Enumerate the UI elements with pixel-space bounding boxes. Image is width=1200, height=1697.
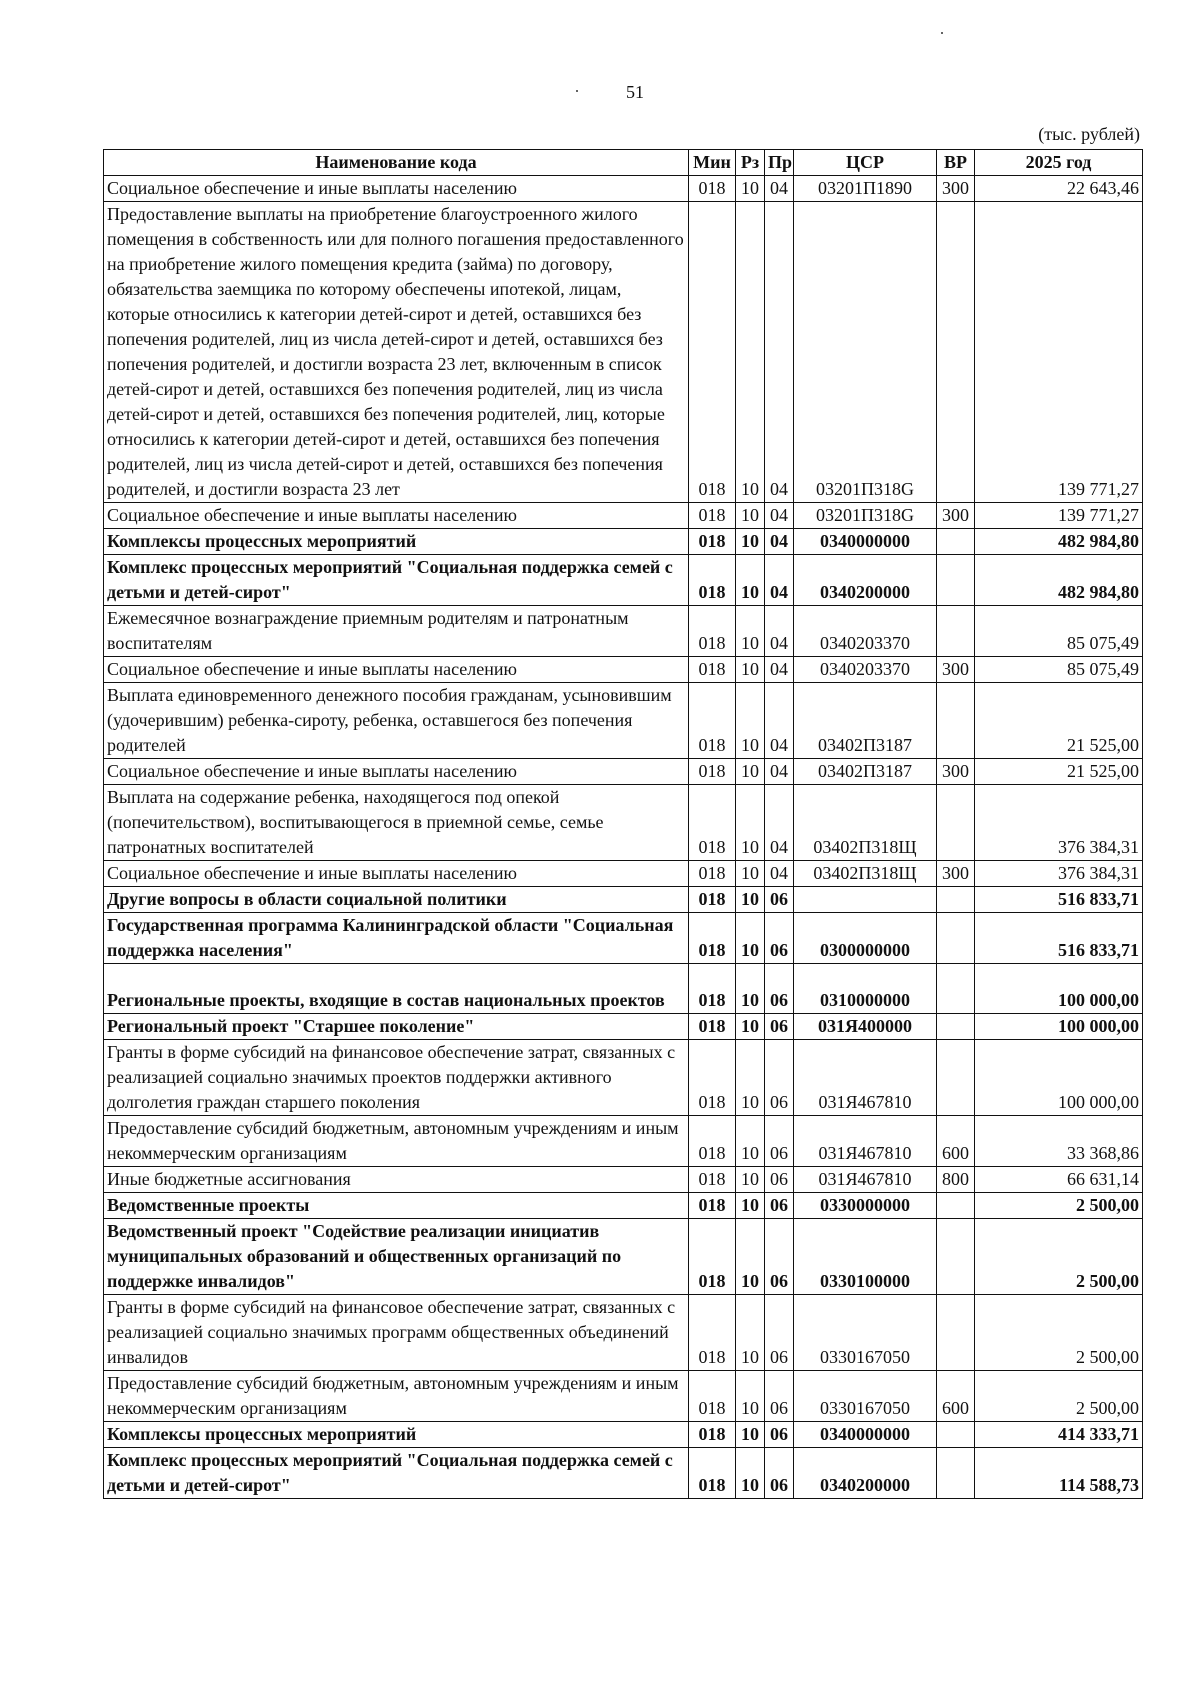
header-pr: Пр xyxy=(765,150,794,176)
cell-rz: 10 xyxy=(736,1193,765,1219)
cell-amount: 516 833,71 xyxy=(975,913,1143,964)
cell-csr: 0340200000 xyxy=(794,555,937,606)
cell-amount: 376 384,31 xyxy=(975,785,1143,861)
header-name: Наименование кода xyxy=(104,150,689,176)
cell-vr xyxy=(937,913,975,964)
cell-csr: 03402П3187 xyxy=(794,759,937,785)
cell-rz: 10 xyxy=(736,1295,765,1371)
cell-min: 018 xyxy=(689,861,736,887)
cell-rz: 10 xyxy=(736,1116,765,1167)
cell-amount: 2 500,00 xyxy=(975,1371,1143,1422)
cell-vr xyxy=(937,202,975,503)
cell-name: Иные бюджетные ассигнования xyxy=(104,1167,689,1193)
cell-vr: 600 xyxy=(937,1371,975,1422)
table-row xyxy=(104,1448,1143,1499)
cell-rz: 10 xyxy=(736,1167,765,1193)
cell-amount: 100 000,00 xyxy=(975,1014,1143,1040)
cell-pr: 06 xyxy=(765,1116,794,1167)
cell-amount: 22 643,46 xyxy=(975,176,1143,202)
cell-vr: 300 xyxy=(937,176,975,202)
cell-pr: 06 xyxy=(765,964,794,1014)
table-row xyxy=(104,1116,1143,1167)
cell-csr: 0340000000 xyxy=(794,1422,937,1448)
cell-vr xyxy=(937,683,975,759)
table-row xyxy=(104,1295,1143,1371)
cell-name: Социальное обеспечение и иные выплаты населению xyxy=(104,759,689,785)
cell-csr xyxy=(794,887,937,913)
table-row xyxy=(104,606,1143,657)
cell-vr xyxy=(937,1448,975,1499)
cell-rz: 10 xyxy=(736,176,765,202)
cell-amount: 85 075,49 xyxy=(975,657,1143,683)
cell-pr: 06 xyxy=(765,1193,794,1219)
cell-name: Ведомственный проект "Содействие реализации инициатив муниципальных образований и общественных организаций по поддержке инвалидов" xyxy=(104,1219,689,1295)
cell-amount: 139 771,27 xyxy=(975,202,1143,503)
cell-amount: 66 631,14 xyxy=(975,1167,1143,1193)
cell-rz: 10 xyxy=(736,1219,765,1295)
cell-rz: 10 xyxy=(736,503,765,529)
cell-rz: 10 xyxy=(736,887,765,913)
cell-pr: 04 xyxy=(765,555,794,606)
cell-csr: 0340200000 xyxy=(794,1448,937,1499)
cell-min: 018 xyxy=(689,1448,736,1499)
cell-amount: 482 984,80 xyxy=(975,555,1143,606)
table-body xyxy=(104,176,1143,1499)
cell-name: Комплекс процессных мероприятий "Социальная поддержка семей с детьми и детей-сирот" xyxy=(104,555,689,606)
cell-vr: 300 xyxy=(937,861,975,887)
cell-pr: 04 xyxy=(765,606,794,657)
cell-name: Ведомственные проекты xyxy=(104,1193,689,1219)
cell-name: Комплексы процессных мероприятий xyxy=(104,529,689,555)
cell-name: Другие вопросы в области социальной политики xyxy=(104,887,689,913)
cell-pr: 04 xyxy=(765,861,794,887)
cell-vr xyxy=(937,887,975,913)
cell-vr: 600 xyxy=(937,1116,975,1167)
cell-pr: 06 xyxy=(765,887,794,913)
cell-vr: 300 xyxy=(937,759,975,785)
cell-min: 018 xyxy=(689,913,736,964)
table-row xyxy=(104,1167,1143,1193)
cell-pr: 06 xyxy=(765,1371,794,1422)
cell-min: 018 xyxy=(689,683,736,759)
cell-name: Гранты в форме субсидий на финансовое обеспечение затрат, связанных с реализацией социально значимых программ общественных объединений инвалидов xyxy=(104,1295,689,1371)
cell-amount: 2 500,00 xyxy=(975,1193,1143,1219)
header-vr: ВР xyxy=(937,150,975,176)
cell-min: 018 xyxy=(689,1040,736,1116)
cell-csr: 0340203370 xyxy=(794,657,937,683)
cell-rz: 10 xyxy=(736,606,765,657)
page-number: 51 xyxy=(626,82,644,102)
scan-speck xyxy=(941,32,943,34)
table-row xyxy=(104,202,1143,503)
cell-min: 018 xyxy=(689,555,736,606)
cell-csr: 0300000000 xyxy=(794,913,937,964)
cell-name: Выплата на содержание ребенка, находящегося под опекой (попечительством), воспитывающегося в приемной семье, семье патронатных воспитателей xyxy=(104,785,689,861)
cell-vr: 300 xyxy=(937,657,975,683)
cell-amount: 33 368,86 xyxy=(975,1116,1143,1167)
table-row xyxy=(104,759,1143,785)
cell-amount: 21 525,00 xyxy=(975,683,1143,759)
cell-amount: 414 333,71 xyxy=(975,1422,1143,1448)
cell-name: Социальное обеспечение и иные выплаты населению xyxy=(104,657,689,683)
cell-rz: 10 xyxy=(736,1371,765,1422)
cell-name: Ежемесячное вознаграждение приемным родителям и патронатным воспитателям xyxy=(104,606,689,657)
cell-min: 018 xyxy=(689,1295,736,1371)
cell-vr xyxy=(937,1014,975,1040)
cell-rz: 10 xyxy=(736,861,765,887)
table-row xyxy=(104,683,1143,759)
cell-csr: 03402П318Щ xyxy=(794,785,937,861)
header-csr: ЦСР xyxy=(794,150,937,176)
cell-pr: 04 xyxy=(765,759,794,785)
budget-table xyxy=(103,149,1143,1499)
cell-name: Социальное обеспечение и иные выплаты населению xyxy=(104,861,689,887)
cell-vr xyxy=(937,964,975,1014)
cell-csr: 0330167050 xyxy=(794,1295,937,1371)
cell-rz: 10 xyxy=(736,657,765,683)
cell-rz: 10 xyxy=(736,555,765,606)
table-row xyxy=(104,861,1143,887)
table-row xyxy=(104,529,1143,555)
cell-name: Предоставление субсидий бюджетным, автономным учреждениям и иным некоммерческим организациям xyxy=(104,1371,689,1422)
table-row xyxy=(104,176,1143,202)
cell-name: Региональные проекты, входящие в состав национальных проектов xyxy=(104,964,689,1014)
cell-min: 018 xyxy=(689,1193,736,1219)
cell-pr: 06 xyxy=(765,1295,794,1371)
table-row xyxy=(104,1219,1143,1295)
cell-csr: 03402П3187 xyxy=(794,683,937,759)
cell-min: 018 xyxy=(689,1219,736,1295)
cell-min: 018 xyxy=(689,529,736,555)
table-row xyxy=(104,503,1143,529)
cell-amount: 139 771,27 xyxy=(975,503,1143,529)
cell-min: 018 xyxy=(689,785,736,861)
cell-csr: 03201П318G xyxy=(794,503,937,529)
cell-amount: 482 984,80 xyxy=(975,529,1143,555)
cell-pr: 04 xyxy=(765,657,794,683)
header-year: 2025 год xyxy=(975,150,1143,176)
cell-name: Комплексы процессных мероприятий xyxy=(104,1422,689,1448)
cell-pr: 04 xyxy=(765,202,794,503)
cell-vr xyxy=(937,1295,975,1371)
cell-amount: 2 500,00 xyxy=(975,1295,1143,1371)
cell-vr xyxy=(937,1040,975,1116)
cell-rz: 10 xyxy=(736,529,765,555)
cell-csr: 0330000000 xyxy=(794,1193,937,1219)
table-row xyxy=(104,1193,1143,1219)
cell-pr: 06 xyxy=(765,913,794,964)
table-row xyxy=(104,785,1143,861)
table-row xyxy=(104,913,1143,964)
cell-pr: 04 xyxy=(765,176,794,202)
cell-csr: 0330100000 xyxy=(794,1219,937,1295)
table-row xyxy=(104,657,1143,683)
cell-rz: 10 xyxy=(736,1014,765,1040)
cell-csr: 0330167050 xyxy=(794,1371,937,1422)
cell-rz: 10 xyxy=(736,1422,765,1448)
cell-name: Региональный проект "Старшее поколение" xyxy=(104,1014,689,1040)
units-label: (тыс. рублей) xyxy=(1038,124,1140,144)
cell-rz: 10 xyxy=(736,759,765,785)
cell-csr: 0340203370 xyxy=(794,606,937,657)
cell-rz: 10 xyxy=(736,785,765,861)
cell-csr: 031Я467810 xyxy=(794,1116,937,1167)
cell-rz: 10 xyxy=(736,964,765,1014)
cell-pr: 06 xyxy=(765,1422,794,1448)
cell-rz: 10 xyxy=(736,913,765,964)
cell-rz: 10 xyxy=(736,1448,765,1499)
cell-min: 018 xyxy=(689,503,736,529)
cell-csr: 03201П318G xyxy=(794,202,937,503)
cell-rz: 10 xyxy=(736,1040,765,1116)
cell-amount: 100 000,00 xyxy=(975,964,1143,1014)
cell-pr: 04 xyxy=(765,503,794,529)
cell-amount: 376 384,31 xyxy=(975,861,1143,887)
cell-pr: 04 xyxy=(765,683,794,759)
cell-pr: 06 xyxy=(765,1040,794,1116)
cell-name: Гранты в форме субсидий на финансовое обеспечение затрат, связанных с реализацией социально значимых проектов поддержки активного долголетия граждан старшего поколения xyxy=(104,1040,689,1116)
cell-amount: 21 525,00 xyxy=(975,759,1143,785)
cell-name: Предоставление субсидий бюджетным, автономным учреждениям и иным некоммерческим организациям xyxy=(104,1116,689,1167)
scan-speck xyxy=(576,90,578,92)
cell-vr xyxy=(937,555,975,606)
cell-vr xyxy=(937,606,975,657)
cell-pr: 06 xyxy=(765,1167,794,1193)
cell-vr: 300 xyxy=(937,503,975,529)
cell-name: Социальное обеспечение и иные выплаты населению xyxy=(104,503,689,529)
cell-amount: 516 833,71 xyxy=(975,887,1143,913)
cell-csr: 031Я467810 xyxy=(794,1040,937,1116)
cell-csr: 031Я467810 xyxy=(794,1167,937,1193)
table-row xyxy=(104,887,1143,913)
cell-vr xyxy=(937,1193,975,1219)
cell-amount: 85 075,49 xyxy=(975,606,1143,657)
cell-min: 018 xyxy=(689,759,736,785)
cell-min: 018 xyxy=(689,964,736,1014)
cell-csr: 0340000000 xyxy=(794,529,937,555)
cell-csr: 03402П318Щ xyxy=(794,861,937,887)
cell-pr: 04 xyxy=(765,529,794,555)
cell-min: 018 xyxy=(689,1371,736,1422)
cell-min: 018 xyxy=(689,606,736,657)
cell-amount: 100 000,00 xyxy=(975,1040,1143,1116)
cell-pr: 06 xyxy=(765,1448,794,1499)
cell-min: 018 xyxy=(689,1422,736,1448)
table-row xyxy=(104,1014,1143,1040)
cell-rz: 10 xyxy=(736,202,765,503)
cell-vr xyxy=(937,785,975,861)
table-row xyxy=(104,1422,1143,1448)
cell-amount: 114 588,73 xyxy=(975,1448,1143,1499)
header-row xyxy=(104,150,1143,176)
cell-min: 018 xyxy=(689,657,736,683)
cell-vr: 800 xyxy=(937,1167,975,1193)
cell-csr: 03201П1890 xyxy=(794,176,937,202)
table-row xyxy=(104,964,1143,1014)
cell-min: 018 xyxy=(689,1116,736,1167)
cell-rz: 10 xyxy=(736,683,765,759)
cell-pr: 06 xyxy=(765,1219,794,1295)
cell-min: 018 xyxy=(689,1014,736,1040)
cell-min: 018 xyxy=(689,176,736,202)
cell-vr xyxy=(937,1422,975,1448)
cell-vr xyxy=(937,1219,975,1295)
cell-pr: 06 xyxy=(765,1014,794,1040)
header-rz: Рз xyxy=(736,150,765,176)
cell-min: 018 xyxy=(689,887,736,913)
cell-name: Предоставление выплаты на приобретение благоустроенного жилого помещения в собственность или для полного погашения предоставленного на приобретение жилого помещения кредита (займа) по договору, обязательства заемщика по которому обеспечены ипотекой, лицам, которые относились к категории детей-сирот и детей, оставшихся без попечения родителей, лиц из числа детей-сирот и детей, оставшихся без попечения родителей, и достигли возраста 23 лет, включенным в список детей-сирот и детей, оставшихся без попечения родителей, лиц из числа детей-сирот и детей, оставшихся без попечения родителей, лиц, которые относились к категории детей-сирот и детей, оставшихся без попечения родителей, лиц из числа детей-сирот и детей, оставшихся без попечения родителей, и достигли возраста 23 лет xyxy=(104,202,689,503)
cell-name: Комплекс процессных мероприятий "Социальная поддержка семей с детьми и детей-сирот" xyxy=(104,1448,689,1499)
cell-name: Социальное обеспечение и иные выплаты населению xyxy=(104,176,689,202)
cell-csr: 0310000000 xyxy=(794,964,937,1014)
table-row xyxy=(104,1040,1143,1116)
cell-pr: 04 xyxy=(765,785,794,861)
cell-amount: 2 500,00 xyxy=(975,1219,1143,1295)
cell-csr: 031Я400000 xyxy=(794,1014,937,1040)
table-row xyxy=(104,1371,1143,1422)
cell-min: 018 xyxy=(689,1167,736,1193)
cell-vr xyxy=(937,529,975,555)
cell-name: Выплата единовременного денежного пособия гражданам, усыновившим (удочерившим) ребенка-сироту, ребенка, оставшегося без попечения родителей xyxy=(104,683,689,759)
cell-name: Государственная программа Калининградской области "Социальная поддержка населения" xyxy=(104,913,689,964)
cell-min: 018 xyxy=(689,202,736,503)
header-min: Мин xyxy=(689,150,736,176)
table-row xyxy=(104,555,1143,606)
